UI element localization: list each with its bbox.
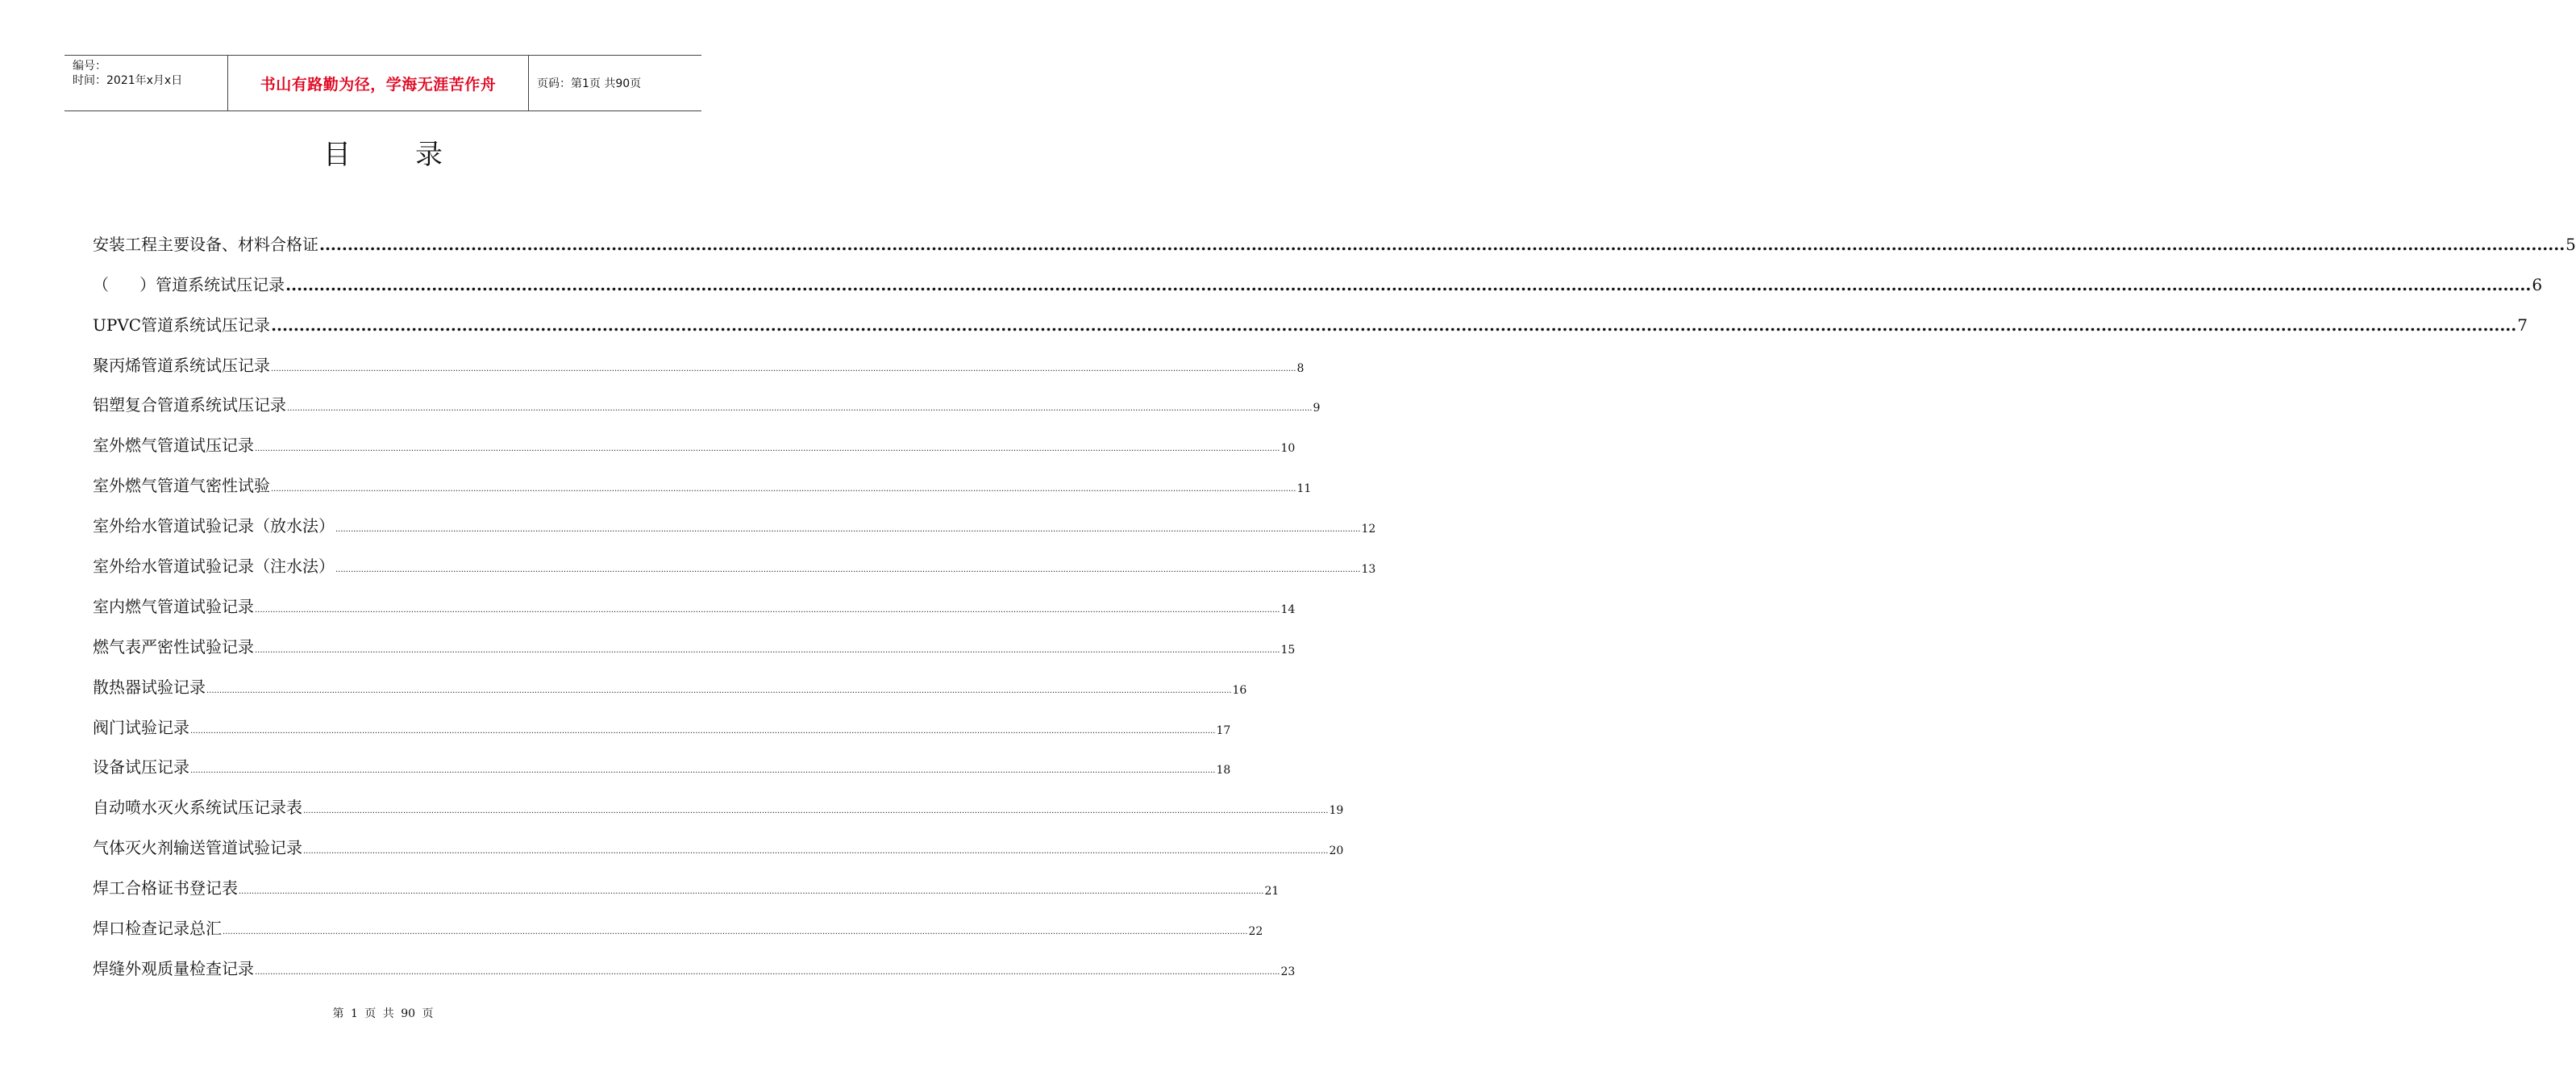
toc-dot-leader: ................................................................................................................................................................................................................................................................................................................................................................................................................ [335, 565, 1361, 575]
toc-entry-title: 阀门试验记录 [93, 717, 189, 737]
toc-entry-title: 散热器试验记录 [93, 677, 206, 697]
toc-entry-title: 气体灭火剂输送管道试验记录 [93, 838, 302, 858]
toc-dot-leader: ................................................................................................................................................................................................................................................................................................................................................................................................................ [255, 967, 1280, 977]
toc-entry-page-number: 12 [1361, 523, 1376, 536]
toc-entry-page-number: 14 [1280, 602, 1296, 616]
toc-entry-title: 室外燃气管道试压记录 [93, 436, 254, 456]
toc-dot-leader: ................................................................................................................................................................................................................................................................................................................................................................................................................ [271, 364, 1296, 373]
toc-entry[interactable] [93, 898, 1263, 939]
toc-dot-leader: ................................................................................................................................................................................................................................................................................................................................................................................................................ [287, 404, 1313, 414]
document-number-label: 编号： [73, 60, 106, 73]
toc-entry-title: 焊缝外观质量检查记录 [93, 958, 254, 978]
page-header [65, 55, 701, 111]
toc-entry[interactable] [93, 415, 1296, 456]
toc-entry[interactable] [93, 939, 1296, 979]
toc-entry-page-number: 6 [2532, 274, 2543, 294]
toc-entry-page-number: 7 [2517, 315, 2528, 335]
toc-entry[interactable] [93, 617, 1296, 657]
toc-dot-leader: ................................................................................................................................................................................................................................................................................................................................................................................................................ [303, 807, 1329, 816]
toc-entry-page-number: 19 [1329, 804, 1344, 818]
header-motto: 书山有路勤为径，学海无涯苦作舟 [227, 56, 529, 110]
toc-entry-page-number: 10 [1280, 442, 1296, 456]
toc-entry-page-number: 13 [1361, 563, 1376, 577]
toc-dot-leader: ................................................................................................................................................................................................................................................................................................................................................................................................................ [255, 605, 1280, 615]
toc-entry[interactable] [93, 376, 1321, 416]
toc-entry-title: 安装工程主要设备、材料合格证 [93, 234, 318, 254]
toc-entry-page-number: 15 [1280, 643, 1296, 657]
toc-entry[interactable] [93, 255, 2543, 295]
page-footer: 第 1 页 共 90 页 [332, 1007, 434, 1020]
toc-entry[interactable] [93, 657, 1247, 698]
toc-entry-title: UPVC管道系统试压记录 [93, 315, 271, 335]
toc-dot-leader: ................................................................................................................................................................................................................................................................................................................................................................................................................ [206, 686, 1232, 695]
toc-dot-leader: ................................................................................................................................................................................................................................................................................................................................................................................................................ [239, 887, 1264, 897]
document-date: 时间：2021年x月x日 [73, 74, 183, 87]
toc-entry-page-number: 23 [1280, 965, 1296, 978]
toc-entry-title: 聚丙烯管道系统试压记录 [93, 355, 270, 375]
toc-entry-page-number: 8 [1296, 361, 1305, 375]
toc-entry[interactable] [93, 336, 1305, 376]
toc-entry-title: 室内燃气管道试验记录 [93, 596, 254, 616]
toc-entry-title: 焊工合格证书登记表 [93, 878, 238, 898]
toc-entry-title: 燃气表严密性试验记录 [93, 636, 254, 657]
toc-entry-page-number: 9 [1313, 402, 1321, 415]
table-of-contents [93, 215, 2576, 979]
toc-entry[interactable] [93, 858, 1280, 898]
toc-entry[interactable] [93, 818, 1344, 858]
toc-entry-title: 室外给水管道试验记录（注水法） [93, 557, 335, 577]
toc-entry-page-number: 16 [1232, 683, 1247, 697]
toc-entry-title: 室外燃气管道气密性试验 [93, 476, 270, 496]
toc-dot-leader: ................................................................................................................................................................................................................................................................................................................................................................................................................ [223, 928, 1248, 937]
toc-entry[interactable] [93, 738, 1231, 778]
toc-entry[interactable] [93, 215, 2576, 255]
toc-entry-page-number: 5 [2566, 234, 2576, 254]
toc-dot-leader: ................................................................................................................................................................................................................................................................................................................................................................................................................ [190, 766, 1216, 776]
toc-dot-leader: ................................................................................................................................................................................................................................................................................................................................................................................................................ [271, 315, 2517, 335]
toc-entry[interactable] [93, 698, 1231, 738]
toc-entry-page-number: 22 [1248, 925, 1263, 939]
toc-entry[interactable] [93, 295, 2528, 336]
header-meta [65, 56, 227, 110]
toc-entry[interactable] [93, 577, 1296, 617]
header-page-info: 页码：第1页 共90页 [537, 77, 642, 90]
toc-entry[interactable] [93, 456, 1312, 496]
toc-dot-leader: ................................................................................................................................................................................................................................................................................................................................................................................................................ [319, 234, 2566, 254]
toc-dot-leader: ................................................................................................................................................................................................................................................................................................................................................................................................................ [255, 645, 1280, 655]
toc-dot-leader: ................................................................................................................................................................................................................................................................................................................................................................................................................ [335, 525, 1361, 535]
toc-entry[interactable] [93, 778, 1344, 818]
toc-entry-title: （ ）管道系统试压记录 [93, 274, 285, 294]
toc-dot-leader: ................................................................................................................................................................................................................................................................................................................................................................................................................ [255, 444, 1280, 454]
toc-entry[interactable] [93, 496, 1376, 536]
toc-entry-page-number: 18 [1216, 764, 1231, 778]
toc-dot-leader: ................................................................................................................................................................................................................................................................................................................................................................................................................ [303, 847, 1329, 857]
toc-entry-page-number: 21 [1264, 885, 1280, 898]
toc-dot-leader: ................................................................................................................................................................................................................................................................................................................................................................................................................ [285, 274, 2532, 294]
toc-entry-page-number: 11 [1296, 482, 1312, 496]
toc-entry-title: 室外给水管道试验记录（放水法） [93, 516, 335, 536]
toc-entry-page-number: 17 [1216, 723, 1231, 737]
toc-dot-leader: ................................................................................................................................................................................................................................................................................................................................................................................................................ [271, 485, 1296, 494]
toc-entry-title: 自动喷水灭火系统试压记录表 [93, 798, 302, 818]
toc-entry-page-number: 20 [1329, 844, 1344, 858]
toc-entry-title: 设备试压记录 [93, 757, 189, 778]
toc-entry[interactable] [93, 536, 1376, 577]
toc-dot-leader: ................................................................................................................................................................................................................................................................................................................................................................................................................ [190, 726, 1216, 736]
page-title: 目录 [323, 139, 507, 171]
toc-entry-title: 铝塑复合管道系统试压记录 [93, 395, 286, 415]
toc-entry-title: 焊口检查记录总汇 [93, 919, 222, 939]
